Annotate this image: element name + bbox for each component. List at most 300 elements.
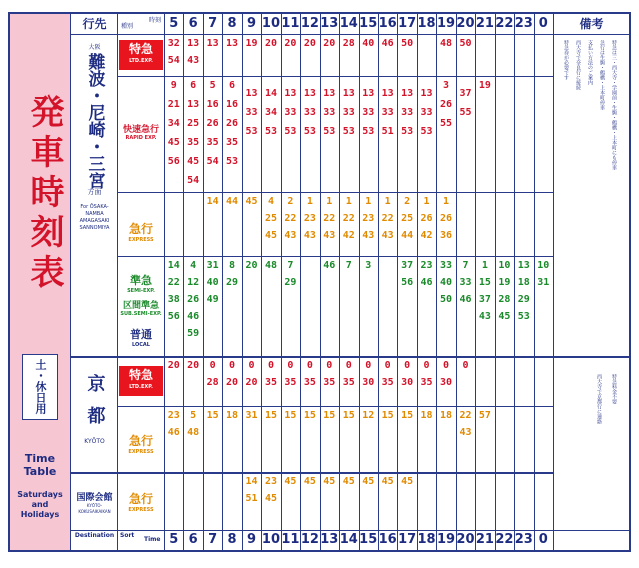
departure-minute: 48 [439,38,453,49]
departure-minute: 46 [323,260,336,271]
departure-minute: 13 [226,38,239,49]
departure-minute: 43 [459,427,472,438]
departure-minute: 53 [284,126,297,137]
departure-minute: 35 [187,137,200,148]
departure-minute: 23 [420,260,433,271]
departure-minute: 43 [303,230,316,241]
minute-cell [183,38,202,72]
departure-minute: 35 [264,377,277,388]
minute-cell [417,410,436,427]
dest-kokusai [72,476,117,526]
type-semi: 準急 SEMI-EXP. [127,274,155,294]
departure-minute: 5 [190,410,197,421]
minute-cell [261,476,280,510]
departure-minute: 1 [481,260,488,271]
departure-minute: 19 [498,277,511,288]
departure-minute: 54 [167,55,180,66]
hour-header-15: 15 [359,16,378,31]
hour-header-9: 9 [246,16,257,31]
departure-minute: 46 [167,427,180,438]
departure-minute: 53 [401,126,414,137]
departure-minute: 45 [264,493,277,504]
minute-cell [222,360,241,394]
departure-minute: 35 [226,137,239,148]
departure-minute: 42 [342,230,355,241]
minute-cell [417,80,436,145]
remark-4: 西大寺で奈良行に接続 [575,40,581,90]
minute-cell [397,196,416,247]
departure-minute: 38 [167,294,180,305]
minute-cell [300,38,319,55]
departure-minute: 0 [423,360,430,371]
minute-cell [261,196,280,247]
departure-minute: 13 [420,88,433,99]
minute-cell [281,80,300,145]
departure-minute: 1 [365,196,372,207]
dest-osaka-suffix: 方面 [87,188,102,196]
departure-minute: 0 [267,360,274,371]
departure-minute: 29 [284,277,297,288]
header-type-time: 種別 時刻 [121,17,161,30]
type-exp-kokusai: 急行 EXPRESS [128,492,154,513]
departure-minute: 7 [345,260,352,271]
type-local: 普通 LOCAL [130,328,152,348]
departure-minute: 25 [401,213,414,224]
minute-cell [300,410,319,427]
hour-header-6: 6 [188,16,198,31]
departure-minute: 49 [206,294,219,305]
minute-cell [534,260,553,294]
departure-minute: 14 [206,196,219,207]
hour-footer-13: 13 [320,532,339,547]
type-ltd-osaka: 特急 LTD.EXP. [119,40,163,70]
minute-cell [261,80,280,145]
departure-minute: 46 [459,294,472,305]
departure-minute: 0 [365,360,372,371]
dest-kyoto-name: 京都 [84,374,106,438]
departure-minute: 33 [342,107,355,118]
departure-minute: 15 [323,410,336,421]
departure-minute: 30 [362,377,375,388]
departure-minute: 40 [362,38,375,49]
departure-minute: 6 [190,80,197,91]
departure-minute: 33 [303,107,316,118]
dest-osaka-prefix: 大阪 [88,44,101,51]
minute-cell [339,80,358,145]
minute-cell [339,196,358,247]
hour-footer-14: 14 [339,532,358,547]
departure-minute: 53 [303,126,316,137]
remark-3: 支払い方法のご案内 [587,40,593,85]
minute-cell [281,476,300,493]
minute-cell [378,410,397,427]
minute-cell [397,260,416,294]
minute-cell [281,196,300,247]
minute-cell [300,476,319,493]
minute-cell [164,38,183,72]
minute-cell [300,80,319,145]
minute-cell [281,360,300,394]
departure-minute: 0 [404,360,411,371]
departure-minute: 29 [517,294,530,305]
departure-minute: 43 [187,55,200,66]
minute-cell [203,360,222,394]
departure-minute: 34 [264,107,277,118]
departure-minute: 22 [323,213,336,224]
departure-minute: 35 [420,377,433,388]
departure-minute: 33 [439,260,453,271]
minute-cell [475,80,494,107]
departure-minute: 7 [287,260,294,271]
departure-minute: 51 [381,126,394,137]
minute-cell [359,38,378,55]
minute-cell [397,80,416,145]
departure-minute: 30 [439,377,453,388]
hour-footer-0: 0 [538,532,548,547]
departure-minute: 0 [287,360,294,371]
hour-header-18: 18 [417,16,436,31]
departure-minute: 45 [342,476,355,487]
departure-minute: 15 [303,410,316,421]
departure-minute: 45 [498,311,511,322]
departure-minute: 13 [187,99,200,110]
footer-destination: Destination [74,532,115,539]
minute-cell [436,410,455,427]
remark-6: 特急料金不要 [611,374,617,404]
departure-minute: 15 [284,410,297,421]
minute-cell [436,38,455,55]
minute-cell [456,260,475,311]
departure-minute: 36 [439,230,453,241]
hour-footer-7: 7 [208,532,218,547]
departure-minute: 26 [439,213,453,224]
minute-cell [320,410,339,427]
departure-minute: 45 [264,230,277,241]
departure-minute: 34 [167,118,180,129]
departure-minute: 19 [478,80,491,91]
departure-minute: 28 [342,38,355,49]
minute-cell [164,360,183,377]
departure-minute: 29 [226,277,239,288]
departure-minute: 2 [287,196,294,207]
minute-cell [436,80,455,137]
departure-minute: 46 [187,311,200,322]
minute-cell [339,260,358,277]
departure-minute: 33 [420,107,433,118]
minute-cell [183,410,202,444]
departure-minute: 13 [206,38,219,49]
dest-kyoto-en: KYŌTO [84,438,105,445]
departure-minute: 50 [401,38,414,49]
dest-osaka [72,36,117,356]
type-ltd-kyoto: 特急 LTD.EXP. [119,366,163,396]
minute-cell [300,196,319,247]
minute-cell [261,360,280,394]
minute-cell [359,476,378,493]
hour-footer-15: 15 [359,532,378,547]
departure-minute: 43 [381,230,394,241]
departure-minute: 48 [264,260,277,271]
minute-cell [417,360,436,394]
departure-minute: 30 [401,377,414,388]
departure-minute: 14 [245,476,258,487]
departure-minute: 16 [226,99,239,110]
minute-cell [456,80,475,126]
departure-minute: 20 [303,38,316,49]
minute-cell [456,38,475,55]
departure-minute: 53 [362,126,375,137]
minute-cell [261,260,280,277]
hour-footer-9: 9 [246,532,257,547]
minute-cell [242,360,261,394]
departure-minute: 22 [284,213,297,224]
hour-footer-19: 19 [436,532,456,547]
departure-minute: 0 [229,360,236,371]
departure-minute: 20 [187,360,200,371]
departure-minute: 59 [187,328,200,339]
departure-minute: 15 [342,410,355,421]
departure-minute: 10 [537,260,550,271]
minute-cell [203,80,222,175]
departure-minute: 40 [439,277,453,288]
hour-header-10: 10 [261,16,281,31]
hour-footer-17: 17 [398,532,417,547]
departure-minute: 35 [206,137,219,148]
departure-minute: 0 [384,360,391,371]
minute-cell [281,410,300,427]
departure-minute: 43 [284,230,297,241]
departure-minute: 35 [323,377,336,388]
minute-cell [320,196,339,247]
departure-minute: 32 [167,38,180,49]
departure-minute: 13 [245,88,258,99]
departure-minute: 20 [245,260,258,271]
departure-minute: 53 [517,311,530,322]
departure-minute: 13 [284,88,297,99]
departure-minute: 53 [323,126,336,137]
departure-minute: 43 [478,311,491,322]
minute-cell [281,38,300,55]
departure-minute: 57 [478,410,491,421]
hour-footer-11: 11 [281,532,300,547]
departure-minute: 15 [478,277,491,288]
departure-minute: 37 [401,260,414,271]
minute-cell [300,360,319,394]
hour-footer-22: 22 [495,532,514,547]
departure-minute: 20 [284,38,297,49]
hour-footer-20: 20 [456,532,475,547]
departure-minute: 20 [226,377,239,388]
departure-minute: 18 [517,277,530,288]
departure-minute: 15 [264,410,277,421]
departure-minute: 45 [284,476,297,487]
minute-cell [242,410,261,427]
departure-minute: 45 [323,476,336,487]
type-exp-kyoto: 急行 EXPRESS [128,434,154,455]
day-badge: 土・休日用 [22,354,58,420]
minute-cell [222,80,241,175]
departure-minute: 20 [167,360,180,371]
minute-cell [436,360,455,394]
departure-minute: 40 [206,277,219,288]
departure-minute: 25 [264,213,277,224]
footer-time: Time [144,536,161,543]
minute-cell [222,410,241,427]
departure-minute: 12 [362,410,375,421]
minute-cell [475,260,494,328]
departure-minute: 35 [284,377,297,388]
departure-minute: 33 [284,107,297,118]
hour-divider [553,14,554,550]
departure-minute: 56 [167,156,180,167]
minute-cell [436,196,455,247]
dest-kyoto [72,362,117,467]
departure-minute: 4 [190,260,197,271]
minute-cell [397,360,416,394]
departure-minute: 35 [342,377,355,388]
departure-minute: 13 [323,88,336,99]
minute-cell [397,38,416,55]
departure-minute: 9 [170,80,177,91]
minute-cell [320,360,339,394]
remark-7: 西大寺で京都行に連絡 [596,374,602,424]
departure-minute: 26 [187,294,200,305]
departure-minute: 7 [462,260,469,271]
departure-minute: 31 [245,410,258,421]
departure-minute: 18 [226,410,239,421]
departure-minute: 12 [187,277,200,288]
departure-minute: 1 [423,196,430,207]
dest-osaka-name: 難波・尼崎・三宮 [84,53,105,189]
type-sub: 区間準急 SUB.SEMI-EXP. [120,301,162,317]
hour-footer-18: 18 [417,532,436,547]
departure-minute: 22 [342,213,355,224]
departure-minute: 8 [229,260,236,271]
hour-footer-12: 12 [300,532,319,547]
minute-cell [378,80,397,145]
departure-minute: 45 [303,476,316,487]
departure-minute: 0 [345,360,352,371]
minute-cell [242,260,261,277]
departure-minute: 33 [459,277,472,288]
header-destination: 行先 [82,17,107,31]
departure-minute: 55 [439,118,453,129]
hour-header-22: 22 [495,16,514,31]
minute-cell [436,260,455,311]
departure-minute: 28 [206,377,219,388]
minute-cell [359,360,378,394]
departure-minute: 45 [381,476,394,487]
minute-cell [359,410,378,427]
minute-cell [456,360,475,377]
minute-cell [203,196,222,213]
departure-minute: 56 [167,311,180,322]
departure-minute: 26 [439,99,453,110]
minute-cell [495,260,514,328]
minute-cell [320,476,339,493]
departure-minute: 54 [206,156,219,167]
minute-cell [417,260,436,294]
title-en: Time Table [23,452,57,478]
hour-header-20: 20 [456,16,475,31]
minute-cell [183,80,202,194]
departure-minute: 1 [443,196,450,207]
departure-minute: 23 [362,213,375,224]
hour-header-7: 7 [208,16,218,31]
departure-minute: 14 [264,88,277,99]
departure-minute: 0 [326,360,333,371]
minute-cell [242,196,261,213]
departure-minute: 23 [264,476,277,487]
departure-minute: 1 [326,196,333,207]
departure-minute: 45 [401,476,414,487]
type-exp-osaka: 急行 EXPRESS [128,222,154,243]
departure-minute: 13 [187,38,200,49]
hour-header-8: 8 [227,16,237,31]
minute-cell [339,410,358,427]
departure-minute: 0 [248,360,255,371]
minute-cell [222,196,241,213]
departure-minute: 45 [245,196,258,207]
departure-minute: 14 [167,260,180,271]
minute-cell [417,196,436,247]
type-rapid: 快速急行 RAPID EXP. [122,125,159,141]
departure-minute: 2 [404,196,411,207]
minute-cell [261,38,280,55]
departure-minute: 0 [306,360,313,371]
hour-header-17: 17 [398,16,417,31]
minute-cell [203,260,222,311]
minute-cell [378,196,397,247]
departure-minute: 21 [167,99,180,110]
departure-minute: 0 [462,360,469,371]
departure-minute: 33 [323,107,336,118]
departure-minute: 42 [420,230,433,241]
minute-cell [242,80,261,145]
minute-cell [183,360,202,377]
departure-minute: 53 [420,126,433,137]
minute-cell [164,80,183,175]
hour-footer-6: 6 [188,532,198,547]
dest-osaka-en: For ŌSAKA-NAMBA AMAGASAKI SANNOMIYA [79,204,110,231]
departure-minute: 55 [459,107,472,118]
departure-minute: 10 [498,260,511,271]
minute-cell [164,260,183,328]
day-en: Saturdays and Holidays [17,490,63,519]
minute-cell [475,410,494,427]
minute-cell [359,196,378,247]
departure-minute: 13 [362,88,375,99]
hour-footer-8: 8 [227,532,237,547]
minute-cell [456,410,475,444]
departure-minute: 31 [537,277,550,288]
departure-minute: 23 [303,213,316,224]
minute-cell [320,80,339,145]
hour-header-0: 0 [538,16,548,31]
departure-minute: 22 [381,213,394,224]
departure-minute: 5 [209,80,216,91]
departure-minute: 15 [381,410,394,421]
departure-minute: 18 [420,410,433,421]
departure-minute: 50 [439,294,453,305]
minute-cell [320,38,339,55]
departure-minute: 46 [420,277,433,288]
hour-header-12: 12 [300,16,319,31]
hour-header-21: 21 [475,16,494,31]
departure-minute: 19 [245,38,258,49]
minute-cell [320,260,339,277]
departure-minute: 13 [517,260,530,271]
